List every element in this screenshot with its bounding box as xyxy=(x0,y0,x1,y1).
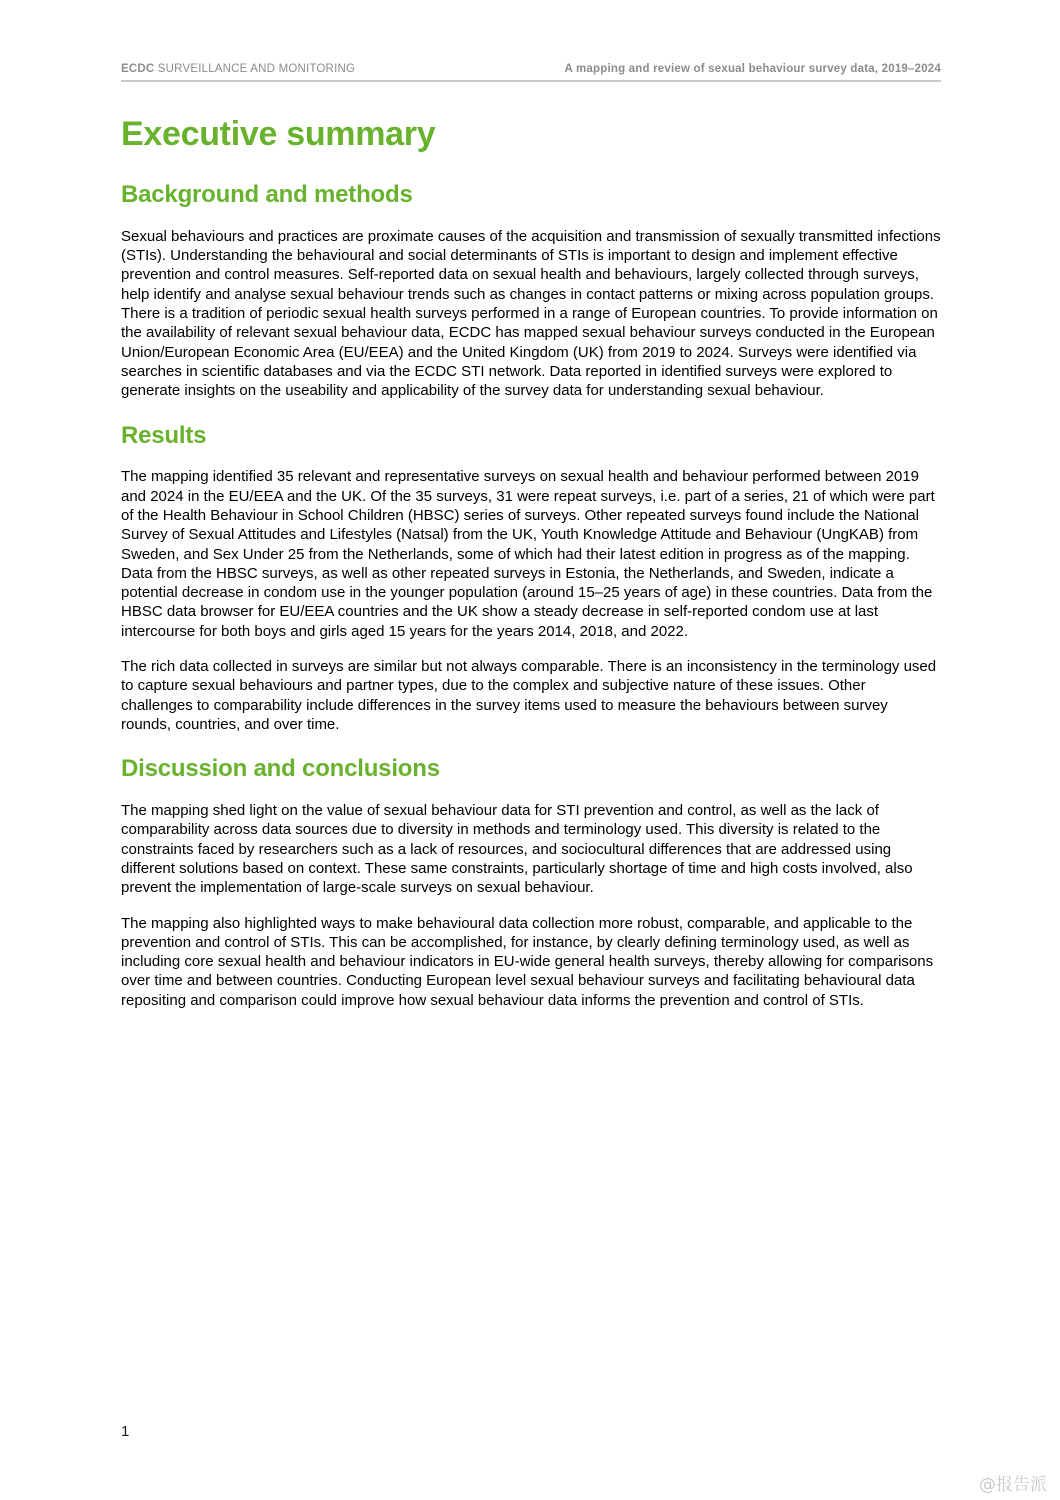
paragraph-results-2: The rich data collected in surveys are similar but not always comparable. There is an inconsistency in the terminology used to capture sexual behaviours and partner types, due to the complex and subjective nature of these issues. Other challenges to comparability include differences in the survey items used to measure the behaviours between survey rounds, countries, and over time. xyxy=(121,658,937,733)
page-content xyxy=(121,0,941,1010)
paragraph-discussion-2: The mapping also highlighted ways to make behavioural data collection more robust, comparable, and applicable to the prevention and control of STIs. This can be accomplished, for instance, by clearly defining terminology used, as well as including core sexual health and behaviour indicators in EU-wide general health surveys, thereby allowing for comparisons over time and between countries. Conducting European level sexual behaviour surveys and facilitating behavioural data repositing and comparison could improve how sexual behaviour data informs the prevention and control of STIs. xyxy=(121,914,934,1009)
section-heading-results: Results xyxy=(121,421,207,449)
header-brand-bold: ECDC xyxy=(121,63,155,75)
watermark: @报告派 xyxy=(979,1475,1047,1495)
header-brand-rest: SURVEILLANCE AND MONITORING xyxy=(154,63,356,75)
section-heading-background-and-methods: Background and methods xyxy=(121,181,413,209)
page-header xyxy=(121,0,941,82)
paragraph-discussion-1: The mapping shed light on the value of sexual behaviour data for STI prevention and control, as well as the lack of comparability across data sources due to diversity in methods and terminology used. This diversity is related to the constraints faced by researchers such as a lack of resources, and sociocultural differences that are addressed using different solutions based on context. These same constraints, particularly shortage of time and high costs involved, also prevent the implementation of large-scale surveys on sexual behaviour. xyxy=(121,802,913,897)
section-heading-discussion-and-conclusions: Discussion and conclusions xyxy=(121,755,440,783)
page-title: Executive summary xyxy=(121,115,436,153)
page-number: 1 xyxy=(121,1423,130,1440)
header-brand xyxy=(121,63,355,75)
paragraph-results-1: The mapping identified 35 relevant and representative surveys on sexual health and behaviour performed between 2019 and 2024 in the EU/EEA and the UK. Of the 35 surveys, 31 were repeat surveys, i.e. part of a series, 21 of which were part of the Health Behaviour in School Children (HBSC) series of surveys. Other repeated surveys found include the National Survey of Sexual Attitudes and Lifestyles (Natsal) from the UK, Youth Knowledge Attitude and Behaviour (UngKAB) from Sweden, and Sex Under 25 from the Netherlands, some of which had their latest edition in progress as of the mapping. Data from the HBSC surveys, as well as other repeated surveys in Estonia, the Netherlands, and Sweden, indicate a potential decrease in condom use in the younger population (around 15–25 years of age) in these countries. Data from the HBSC data browser for EU/EEA countries and the UK show a steady decrease in self-reported condom use at last intercourse for both boys and girls aged 15 years for the years 2014, 2018, and 2022. xyxy=(121,468,935,640)
paragraph-background-1: Sexual behaviours and practices are proximate causes of the acquisition and transmission of sexually transmitted infections (STIs). Understanding the behavioural and social determinants of STIs is important to design and implement effective prevention and control measures. Self-reported data on sexual health and behaviours, largely collected through surveys, help identify and analyse sexual behaviour trends such as changes in contact patterns or mixing across population groups. There is a tradition of periodic sexual health surveys performed in a range of European countries. To provide information on the availability of relevant sexual behaviour data, ECDC has mapped sexual behaviour surveys conducted in the European Union/European Economic Area (EU/EEA) and the United Kingdom (UK) from 2019 to 2024. Surveys were identified via searches in scientific databases and via the ECDC STI network. Data reported in identified surveys were explored to generate insights on the useability and applicability of the survey data for understanding sexual behaviour. xyxy=(121,227,941,400)
header-document-title: A mapping and review of sexual behaviour survey data, 2019–2024 xyxy=(564,63,941,75)
